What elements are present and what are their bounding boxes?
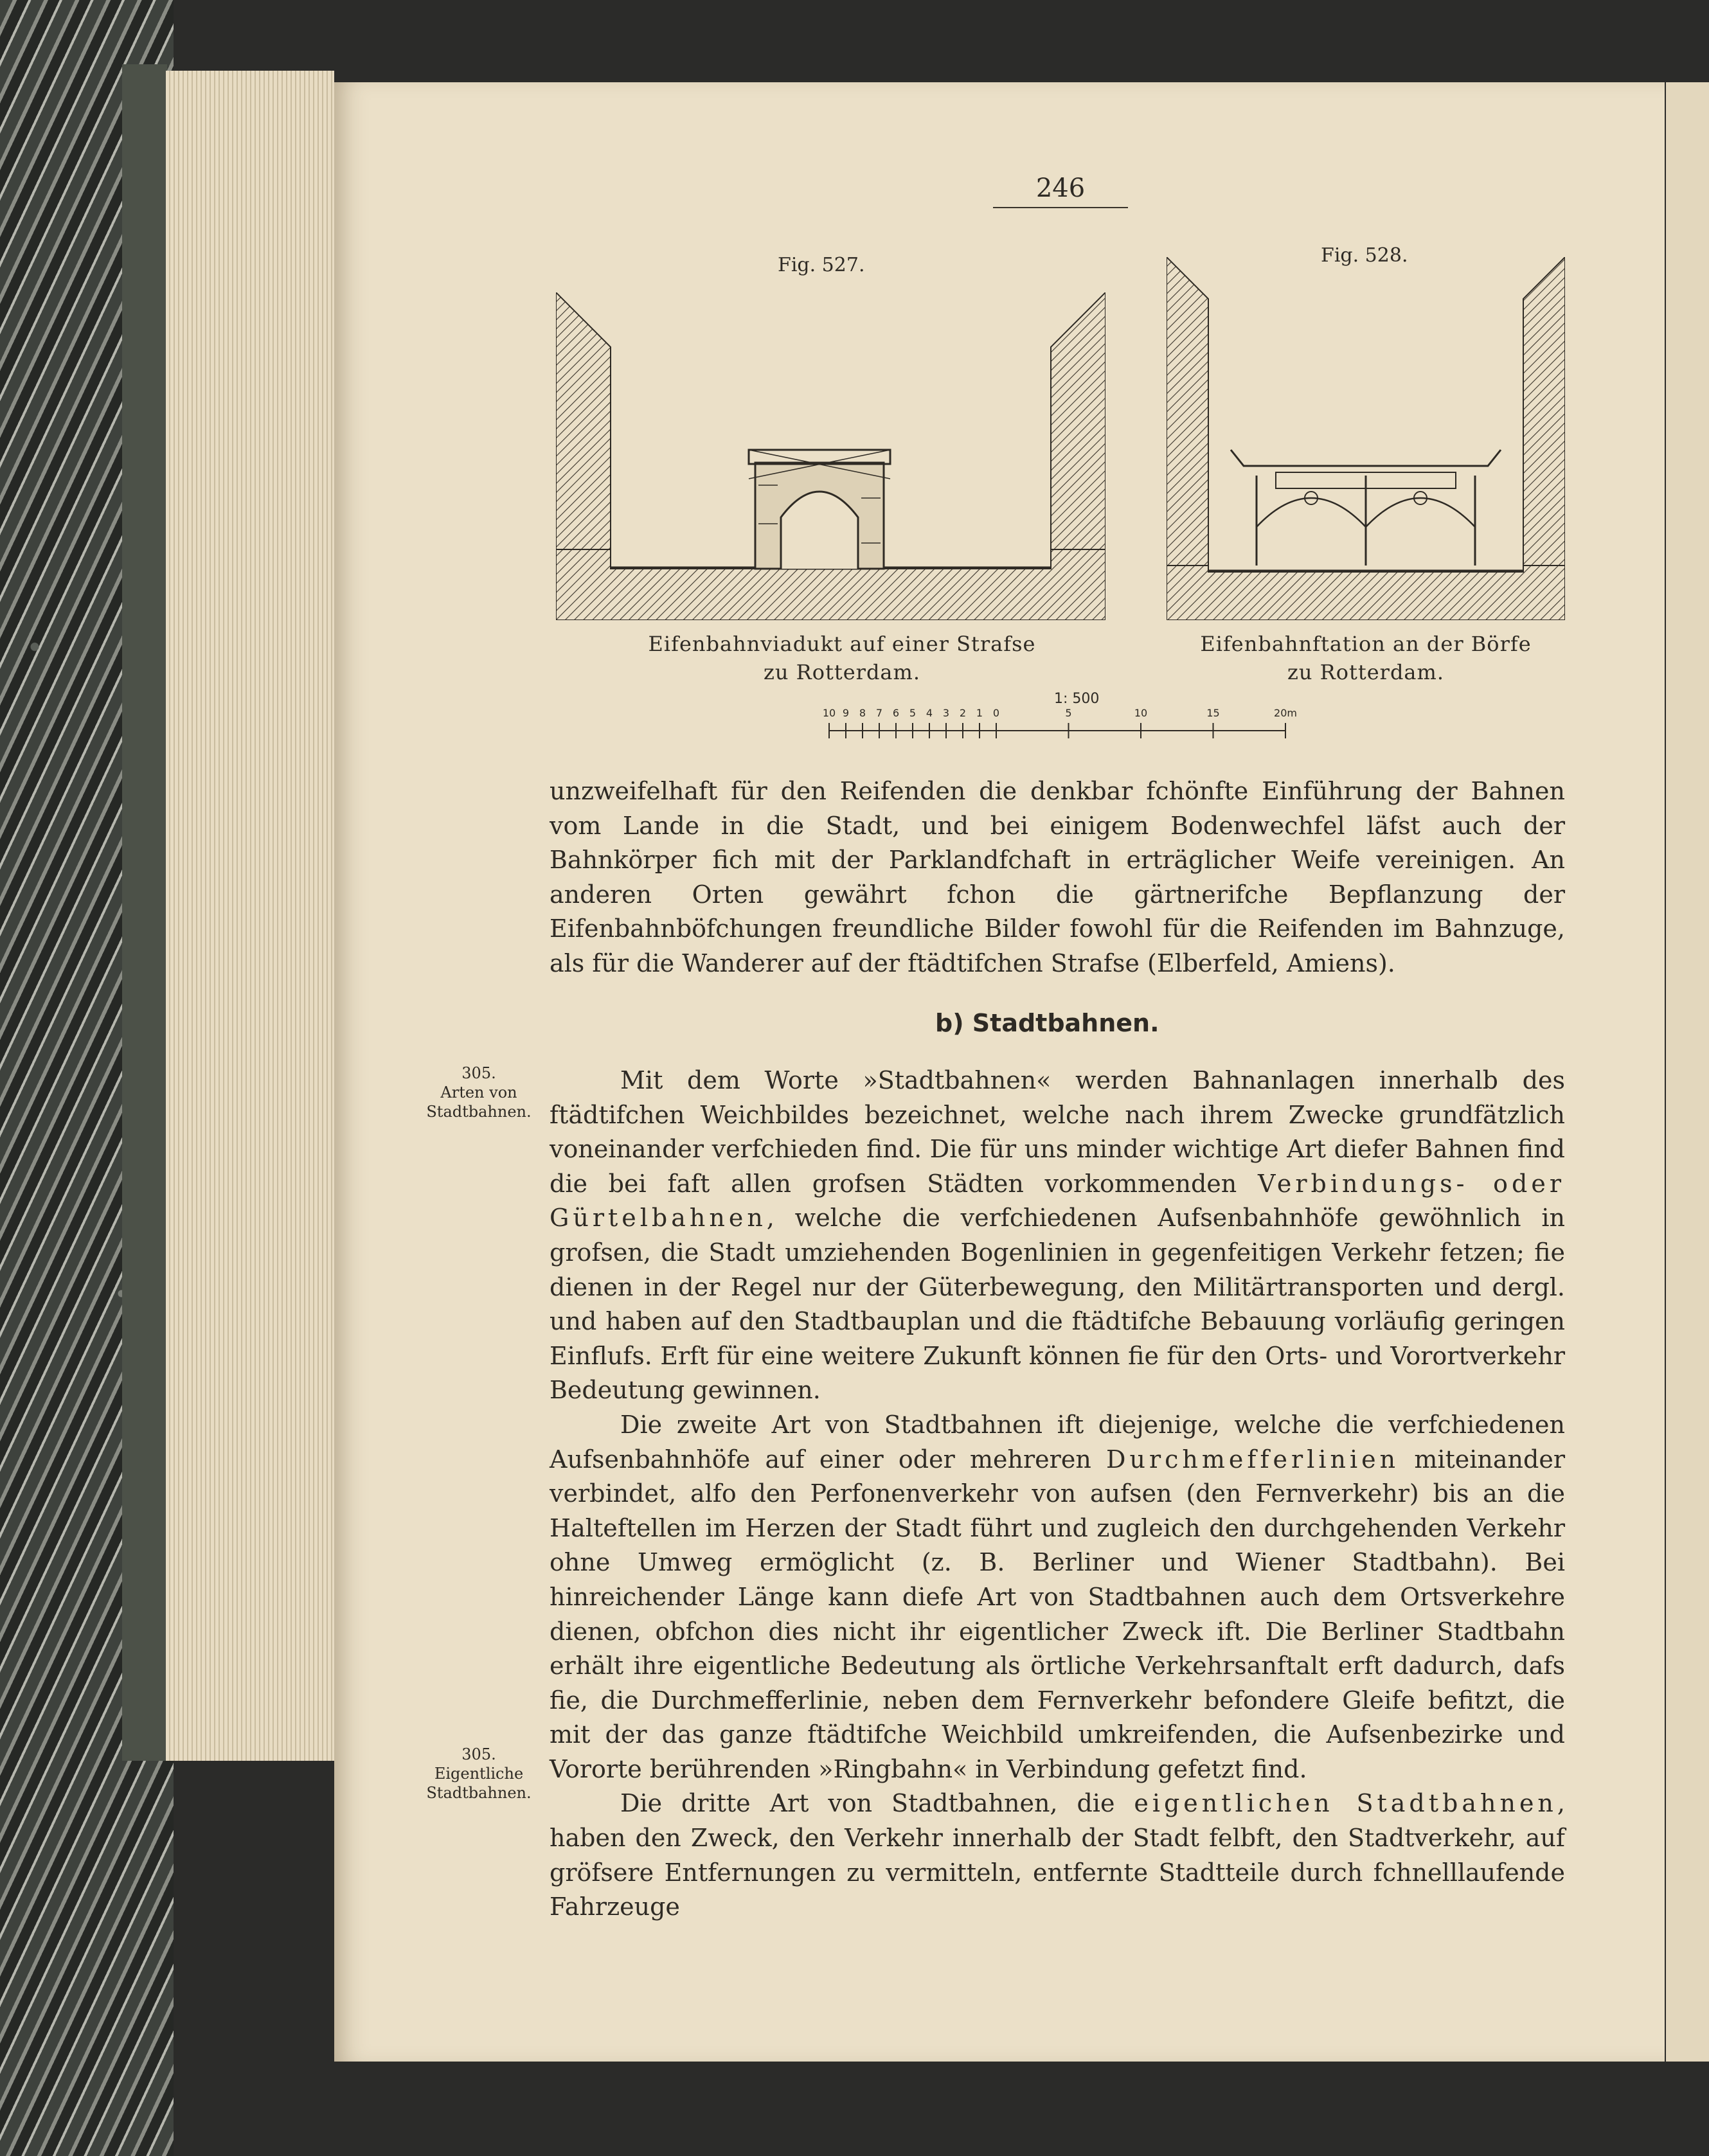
section-heading: b) Stadtbahnen.: [935, 1009, 1159, 1037]
figure-528-label: Fig. 528.: [1321, 244, 1408, 267]
scale-tick-label: 6: [892, 707, 900, 719]
emphasized-term: Durchmefferlinien: [1106, 1445, 1400, 1474]
scale-bar: [823, 691, 1298, 742]
margin-note-line: Eigentliche: [434, 1765, 524, 1783]
figure-527-caption: [636, 630, 1048, 686]
text-run: Die zweite Art von Stadtbahnen ift diejenige, welche die verfchiedenen Aufsenbahnhöfe auf einer oder mehreren: [550, 1410, 1565, 1474]
scale-tick-label: 2: [959, 707, 967, 719]
figure-527-caption-line-2: zu Rotterdam.: [763, 660, 921, 684]
scale-tick-label: 9: [842, 707, 850, 719]
margin-note-line: Arten von: [440, 1083, 517, 1101]
facing-page-edge: [1666, 82, 1709, 2062]
margin-note-line: Stadtbahnen.: [426, 1784, 532, 1802]
figure-528-caption: [1192, 630, 1539, 686]
margin-note-arten: [418, 1064, 540, 1121]
scale-tick-label: 1: [976, 707, 983, 719]
text-run: , haben den Zweck, den Verkehr innerhalb der Stadt felbft, den Stadtverkehr, auf gröfsere Entfernungen zu vermitteln, entfernte Stadtteile durch fchnelllaufende Fahrzeuge: [550, 1789, 1565, 1921]
paragraph-4: [550, 1786, 1565, 1924]
margin-note-eigentliche: [418, 1745, 540, 1803]
text-run: , welche die verfchiedenen Aufsenbahnhöfe gewöhnlich in grofsen, die Stadt umziehenden Bogenlinien in gegenfeitigen Verkehr fetzen; fie dienen in der Regel nur der Güterbewegung, den Militärtransporten und dergl. und haben auf den Stadtbauplan und die ftädtifche Bebauung vorläufig geringen Einflufs. Erft für eine weitere Zukunft können fie für den Orts- und Vorortverkehr Bedeutung gewinnen.: [550, 1204, 1565, 1405]
margin-note-line: Stadtbahnen.: [426, 1103, 532, 1121]
scale-tick-label: 4: [926, 707, 933, 719]
paragraph-continuation: [550, 774, 1565, 981]
book-spine-edge: [122, 64, 167, 1761]
scale-tick-label: 8: [859, 707, 866, 719]
figure-528-caption-line-1: Eifenbahnftation an der Börfe: [1200, 632, 1532, 656]
scale-tick-label: 20m: [1274, 707, 1297, 719]
scale-tick-label: 7: [875, 707, 883, 719]
margin-note-number: 305.: [461, 1745, 496, 1763]
text-run: Mit dem Worte »Stadtbahnen« werden Bahnanlagen innerhalb des ftädtifchen Weichbildes bezeichnet, welche nach ihrem Zwecke grundfätzlich voneinander verfchieden find. Die für uns minder wichtige Art diefer Bahnen find die bei faft allen grofsen Städten vorkommenden: [550, 1066, 1565, 1198]
scale-tick-label: 5: [909, 707, 917, 719]
emphasized-term: eigentlichen Stadtbahnen: [1134, 1789, 1557, 1818]
figure-527-caption-line-1: Eifenbahnviadukt auf einer Strafse: [648, 632, 1036, 656]
margin-note-number: 305.: [461, 1064, 496, 1082]
figure-528-station-drawing: [1167, 257, 1565, 620]
scale-title: 1: 500: [1054, 691, 1100, 707]
figure-528-caption-line-2: zu Rotterdam.: [1287, 660, 1445, 684]
scale-tick-label: 10: [1134, 707, 1148, 719]
text-run: Die dritte Art von Stadtbahnen, die: [620, 1789, 1134, 1818]
scale-tick-label: 0: [992, 707, 1000, 719]
main-text: [550, 1064, 1565, 1925]
emphasized-term: Verbindungs- oder Gürtelbahnen: [550, 1169, 1566, 1233]
paragraph-3: [550, 1408, 1565, 1787]
figure-527-viaduct-drawing: [556, 292, 1105, 620]
page-edges: [166, 71, 334, 1761]
page-number: 246: [993, 174, 1128, 208]
text-run: miteinander verbindet, alfo den Perfonenverkehr von aufsen (den Fernverkehr) bis an die Halteftellen im Herzen der Stadt führt und zugleich den durchgehenden Verkehr ohne Umweg ermöglicht (z. B. Berliner und Wiener Stadtbahn). Bei hinreichender Länge kann diefe Art von Stadtbahnen auch dem Ortsverkehre dienen, obfchon dies nicht ihr eigentlicher Zweck ift. Die Berliner Stadtbahn erhält ihre eigentliche Bedeutung als örtliche Verkehrsanftalt erft dadurch, dafs fie, die Durchmefferlinie, neben dem Fernverkehr befondere Gleife befitzt, die mit der das ganze ftädtifche Weichbild umkreifenden, die Aufsenbezirke und Vororte berührenden »Ringbahn« in Verbindung gefetzt find.: [550, 1445, 1566, 1783]
scale-tick-label: 10: [823, 707, 836, 719]
scale-tick-label: 5: [1065, 707, 1072, 719]
figure-527-label: Fig. 527.: [778, 254, 865, 276]
scale-tick-label: 3: [942, 707, 950, 719]
paragraph-2: [550, 1064, 1565, 1408]
scale-tick-label: 15: [1206, 707, 1220, 719]
paragraph-1: unzweifelhaft für den Reifenden die denkbar fchönfte Einführung der Bahnen vom Lande in die Stadt, und bei einigem Bodenwechfel läfst auch der Bahnkörper fich mit der Parklandfchaft in erträglicher Weife vereinigen. An anderen Orten gewährt fchon die gärtnerifche Bepflanzung der Eifenbahnböfchungen freundliche Bilder fowohl für die Reifenden im Bahnzuge, als für die Wanderer auf der ftädtifchen Strafse (Elberfeld, Amiens).: [550, 777, 1565, 977]
